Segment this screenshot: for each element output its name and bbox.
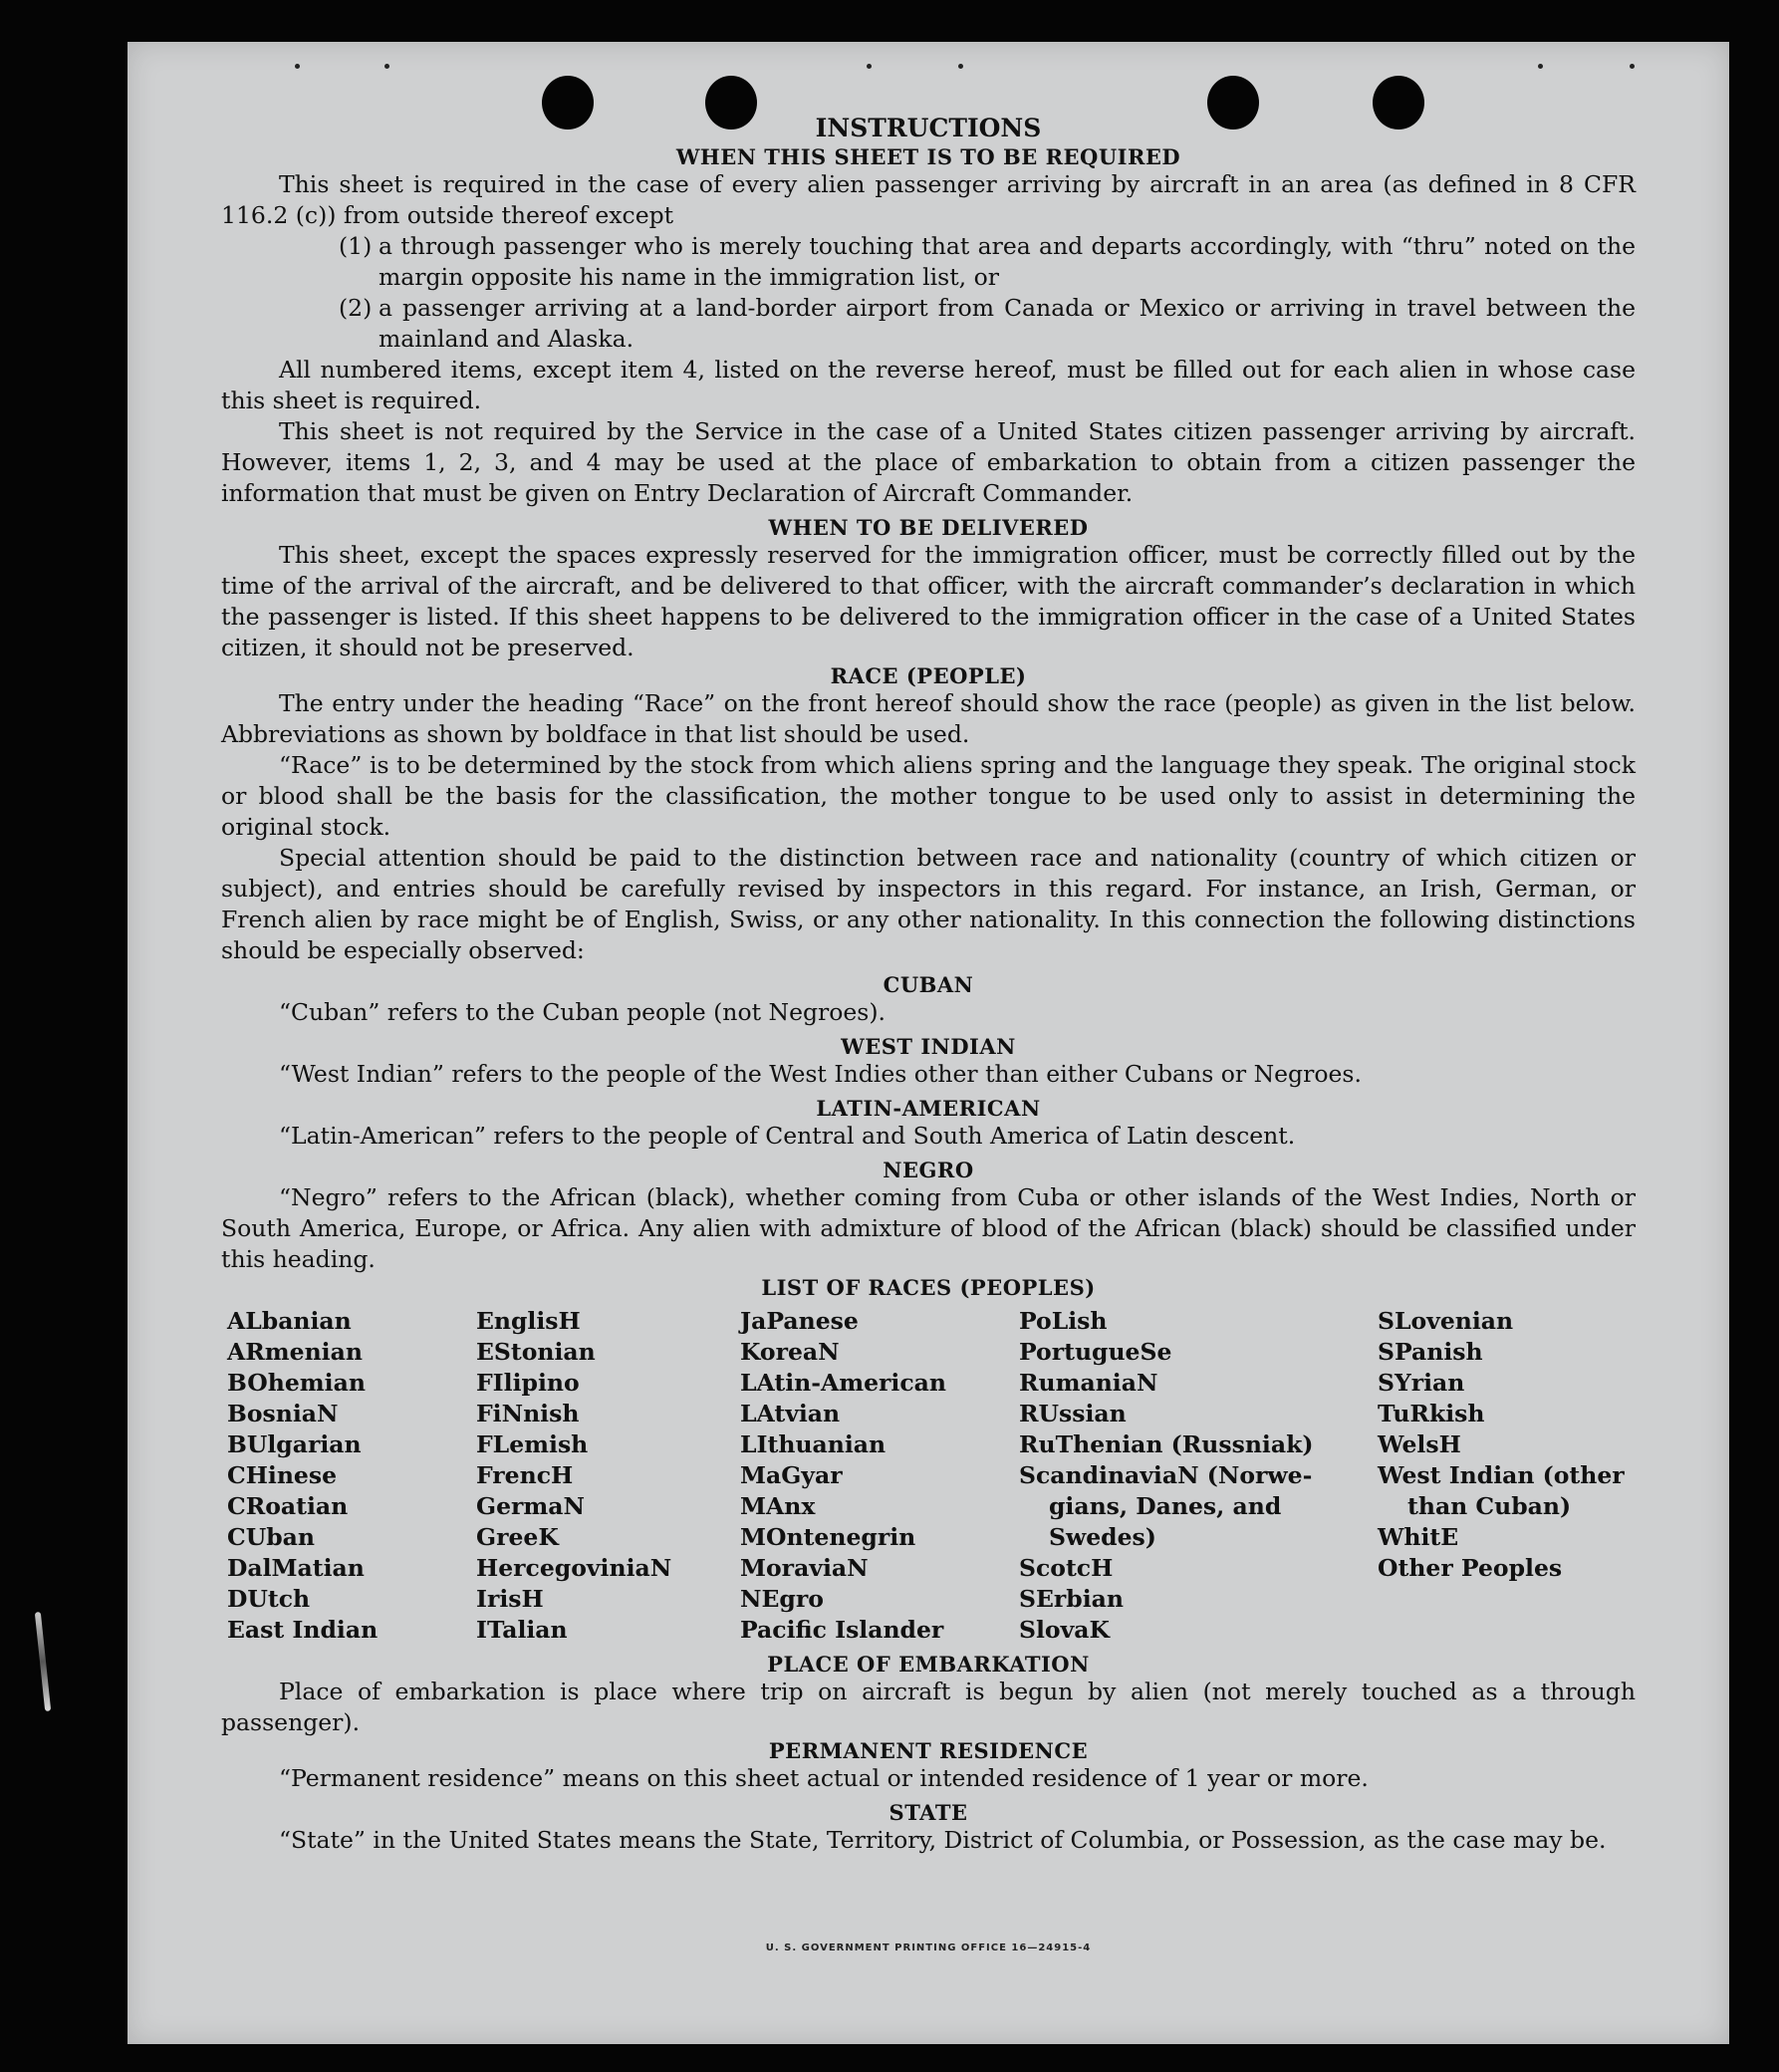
race-entry: MaGyar xyxy=(740,1461,843,1489)
race-entry: ALbanian xyxy=(227,1307,352,1335)
paragraph-delivered: This sheet, except the spaces expressly reserved for the immigration officer, must be correctly filled out by the time of the arrival of the aircraft, and be delivered to that officer, with the aircraft commander’s declaration in which the passenger is listed. If this sheet happens to be delivered to the immigration officer in the case of a United States citizen, it should not be preserved. xyxy=(221,541,1636,661)
race-entry: IrisH xyxy=(476,1585,544,1613)
race-entry: FrencH xyxy=(476,1461,574,1489)
list-item-text: a passenger arriving at a land-border airport from Canada or Mexico or arriving in travel between the mainland and Alaska. xyxy=(379,294,1636,353)
speck xyxy=(295,64,300,69)
paragraph-citizen: This sheet is not required by the Service in the case of a United States citizen passenger arriving by aircraft. However, items 1, 2, 3, and 4 may be used at the place of embarkation to obtain from a citizen passenger the information that must be given on Entry Declaration of Aircraft Commander. xyxy=(221,417,1636,507)
paragraph-race-1: The entry under the heading “Race” on the front hereof should show the race (people) as given in the list below. Abbreviations as shown by boldface in that list should be used. xyxy=(221,689,1636,748)
race-entry: GreeK xyxy=(476,1523,559,1551)
race-entry: East Indian xyxy=(227,1616,379,1644)
race-entry: SErbian xyxy=(1019,1585,1124,1613)
race-entry: EStonian xyxy=(476,1338,596,1366)
race-entry: EnglisH xyxy=(476,1307,581,1335)
race-entry: PoLish xyxy=(1019,1307,1108,1335)
definition-text: “Negro” refers to the African (black), whether coming from Cuba or other islands of the West Indies, North or South America, Europe, or Africa. Any alien with admixture of blood of the African (black) should be classified under this heading. xyxy=(221,1183,1636,1273)
race-entry: than Cuban) xyxy=(1407,1492,1572,1520)
speck xyxy=(1538,64,1543,69)
list-item xyxy=(339,231,1636,293)
staple-mark xyxy=(35,1612,51,1711)
race-entry: WelsH xyxy=(1378,1430,1461,1458)
section-heading-state: STATE xyxy=(889,1800,968,1825)
speck xyxy=(384,64,389,69)
race-entry: FiNnish xyxy=(476,1400,580,1427)
race-entry: GermaN xyxy=(476,1492,585,1520)
race-entry: SYrian xyxy=(1378,1369,1465,1397)
paragraph-race-2: “Race” is to be determined by the stock from which aliens spring and the language they speak. The original stock or blood shall be the basis for the classification, the mother tongue to be used only to assist in determining the original stock. xyxy=(221,751,1636,841)
race-entry: LAtin-American xyxy=(740,1369,946,1397)
definition-heading: LATIN-AMERICAN xyxy=(816,1096,1041,1121)
race-entry: DalMatian xyxy=(227,1554,365,1582)
race-entry: RuThenian (Russniak) xyxy=(1019,1430,1314,1458)
race-entry: West Indian (other xyxy=(1378,1461,1625,1489)
definition-text: “Cuban” refers to the Cuban people (not Negroes). xyxy=(279,998,887,1026)
race-entry: ITalian xyxy=(476,1616,568,1644)
definition-heading: NEGRO xyxy=(883,1158,974,1182)
race-entry: HercegoviniaN xyxy=(476,1554,672,1582)
definition-text: “West Indian” refers to the people of the West Indies other than either Cubans or Negroes. xyxy=(279,1060,1362,1088)
section-heading-when-required: WHEN THIS SHEET IS TO BE REQUIRED xyxy=(675,144,1181,169)
race-entry: LIthuanian xyxy=(740,1430,887,1458)
paragraph-numbered-items: All numbered items, except item 4, listed on the reverse hereof, must be filled out for each alien in whose case this sheet is required. xyxy=(221,356,1636,414)
paragraph-residence: “Permanent residence” means on this sheet actual or intended residence of 1 year or more. xyxy=(279,1764,1369,1792)
speck xyxy=(867,64,872,69)
race-entry: RumaniaN xyxy=(1019,1369,1158,1397)
race-entry: PortugueSe xyxy=(1019,1338,1172,1366)
paragraph-intro: This sheet is required in the case of every alien passenger arriving by aircraft in an area (as defined in 8 CFR 116.2 (c)) from outside thereof except xyxy=(221,170,1636,229)
list-item xyxy=(339,293,1636,355)
races-column xyxy=(476,1306,740,1646)
race-entry: BOhemian xyxy=(227,1369,366,1397)
section-heading-embarkation: PLACE OF EMBARKATION xyxy=(767,1652,1090,1677)
race-entry: FIlipino xyxy=(476,1369,580,1397)
speck xyxy=(1630,64,1635,69)
race-entry: MAnx xyxy=(740,1492,816,1520)
race-entry: CUban xyxy=(227,1523,315,1551)
race-entry: MoraviaN xyxy=(740,1554,869,1582)
race-entry: ARmenian xyxy=(227,1338,363,1366)
document-sheet xyxy=(127,42,1729,2044)
race-entry: NEgro xyxy=(740,1585,824,1613)
section-heading-when-delivered: WHEN TO BE DELIVERED xyxy=(768,515,1089,540)
race-entry: KoreaN xyxy=(740,1338,840,1366)
race-entry: WhitE xyxy=(1378,1523,1459,1551)
race-entry: gians, Danes, and xyxy=(1049,1492,1282,1520)
list-item-number: (1) xyxy=(339,232,373,260)
race-entry: MOntenegrin xyxy=(740,1523,916,1551)
definition-heading: CUBAN xyxy=(883,972,974,997)
race-entry: ScotcH xyxy=(1019,1554,1114,1582)
page-title: INSTRUCTIONS xyxy=(815,114,1042,142)
race-entry: CRoatian xyxy=(227,1492,349,1520)
race-entry: Other Peoples xyxy=(1378,1554,1563,1582)
race-entry: CHinese xyxy=(227,1461,338,1489)
race-entry: BosniaN xyxy=(227,1400,339,1427)
race-entry: Pacific Islander xyxy=(740,1616,944,1644)
section-heading-residence: PERMANENT RESIDENCE xyxy=(768,1738,1089,1763)
race-entry: SPanish xyxy=(1378,1338,1483,1366)
race-entry: JaPanese xyxy=(740,1307,859,1335)
section-heading-race: RACE (PEOPLE) xyxy=(830,663,1027,688)
races-list xyxy=(227,1306,1636,1646)
races-column xyxy=(740,1306,1019,1646)
race-entry: LAtvian xyxy=(740,1400,841,1427)
speck xyxy=(958,64,963,69)
definition-text: “Latin-American” refers to the people of Central and South America of Latin descent. xyxy=(279,1122,1296,1150)
race-entry: DUtch xyxy=(227,1585,311,1613)
race-entry: FLemish xyxy=(476,1430,589,1458)
races-column xyxy=(1378,1306,1642,1646)
paragraph-state: “State” in the United States means the State, Territory, District of Columbia, or Possession, as the case may be. xyxy=(279,1826,1607,1854)
list-item-number: (2) xyxy=(339,294,373,322)
printer-imprint: U. S. GOVERNMENT PRINTING OFFICE 16—24915-4 xyxy=(765,1942,1092,1953)
races-column xyxy=(227,1306,476,1646)
list-item-text: a through passenger who is merely touching that area and departs accordingly, with “thru” noted on the margin opposite his name in the immigration list, or xyxy=(379,232,1636,291)
definition-heading: WEST INDIAN xyxy=(841,1034,1016,1059)
race-entry: SLovenian xyxy=(1378,1307,1514,1335)
race-entry: BUlgarian xyxy=(227,1430,362,1458)
section-heading-list-of-races: LIST OF RACES (PEOPLES) xyxy=(761,1275,1096,1300)
race-entry: ScandinaviaN (Norwe- xyxy=(1019,1461,1313,1489)
paragraph-race-3: Special attention should be paid to the distinction between race and nationality (country of which citizen or subject), and entries should be carefully revised by inspectors in this regard. For instance, an Irish, German, or French alien by race might be of English, Swiss, or any other nationality. In this connection the following distinctions should be especially observed: xyxy=(221,844,1636,964)
paragraph-embarkation: Place of embarkation is place where trip on aircraft is begun by alien (not merely touched as a through passenger). xyxy=(221,1678,1636,1736)
instructions-content xyxy=(221,114,1636,1856)
race-entry: SlovaK xyxy=(1019,1616,1110,1644)
race-entry: Swedes) xyxy=(1049,1523,1156,1551)
race-entry: TuRkish xyxy=(1378,1400,1485,1427)
races-column xyxy=(1019,1306,1378,1646)
race-entry: RUssian xyxy=(1019,1400,1127,1427)
